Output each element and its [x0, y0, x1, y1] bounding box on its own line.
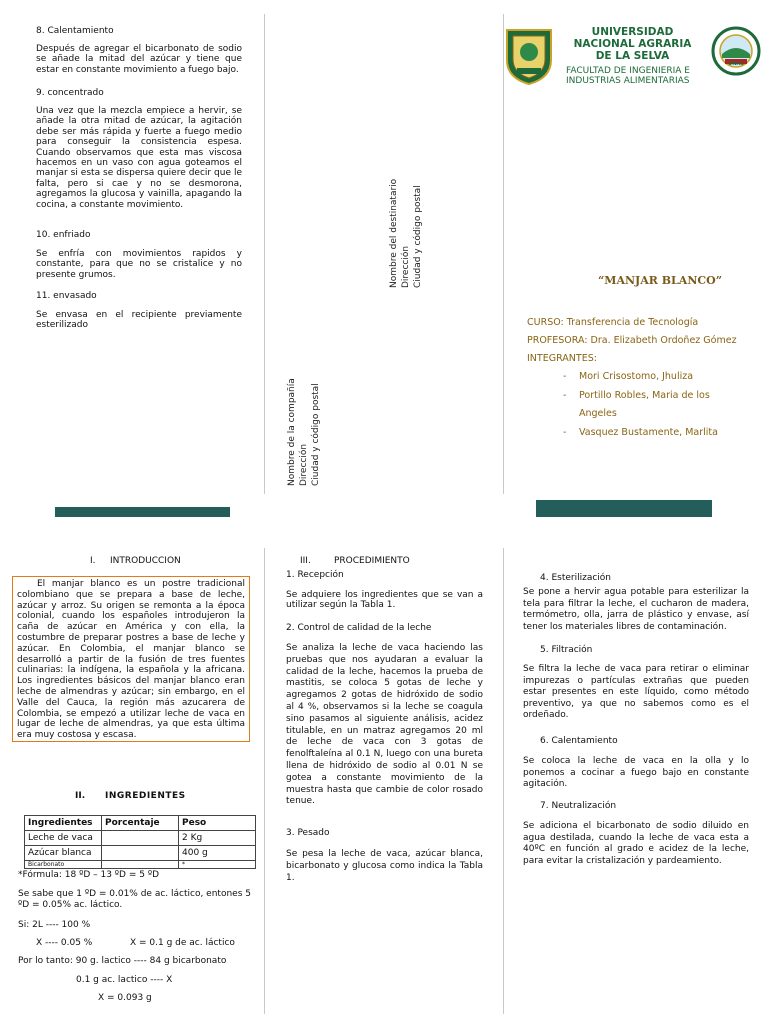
members-label: INTEGRANTES: — [527, 353, 597, 364]
unas-seal-text: UNAS — [728, 61, 744, 67]
accent-bar-right — [536, 500, 712, 517]
member-name: Vasquez Bustamente, Marlita — [579, 427, 718, 438]
university-name-2: NACIONAL AGRARIA — [573, 38, 692, 50]
table-cell: 400 g — [179, 846, 256, 861]
step7-text: Se adiciona el bicarbonato de sodio diluido en agua destilada, cuando la leche de vaca esta a 40ºC en función al grado e acidez de la leche, para evitar la cristalización y pardeamiento. — [523, 821, 749, 866]
university-name-1: UNIVERSIDAD — [591, 26, 674, 38]
table-cell: * — [179, 861, 256, 869]
table-cell: Bicarbonato — [25, 861, 102, 869]
table-cell: 2 Kg — [179, 831, 256, 846]
panel-divider — [503, 548, 504, 1014]
table-row — [25, 861, 256, 869]
intro-text: El manjar blanco es un postre tradicional colombiano que se prepara a base de leche, azúcar y arroz. Su origen se remonta a la época colonial, cuando los españoles introdujeron la caña de azúcar en América y con ella, la costumbre de preparar postres a base de leche y azúcar. En Colombia, el manjar blanco se desarrolló a partir de la fusión de tres fuentes culinarias: la indígena, la española y la africana. Los ingredientes básicos del manjar blanco eran leche de almendras y azúcar; sin embargo, en el Valle del Cauca, la región más azucarera de Colombia, se empezó a utilizar leche de vaca en lugar de leche de almendras, ya que esta última era muy costosa y escasa. — [17, 579, 245, 741]
recipient-city: Ciudad y código postal — [413, 185, 423, 288]
step4-text: Se pone a hervir agua potable para esterilizar la tela para filtrar la leche, el cucharon de madera, termómetro, olla, jarra de plástico y envase, así tener los materiales libres de contaminación. — [523, 587, 749, 632]
step11-heading: 11. envasado — [36, 291, 97, 301]
intro-heading: INTRODUCCION — [110, 556, 181, 566]
sender-address — [286, 378, 322, 486]
recipient-name: Nombre del destinatario — [389, 178, 399, 288]
step2-heading: 2. Control de calidad de la leche — [286, 623, 432, 633]
calc-line: Se sabe que 1 ºD = 0.01% de ac. láctico, entones 5 ºD = 0.05% ac. láctico. — [18, 889, 251, 910]
calc-line: X = 0.1 g de ac. láctico — [130, 938, 235, 948]
step10-heading: 10. enfriado — [36, 230, 91, 240]
table-cell — [102, 861, 179, 869]
ingredients-heading: INGREDIENTES — [105, 791, 186, 801]
step10-text: Se enfría con movimientos rapidos y constante, para que no se cristalice y no presente grumos. — [36, 249, 242, 280]
step6-text: Se coloca la leche de vaca en la olla y lo ponemos a cocinar a fuego bajo en constante agitación. — [523, 756, 749, 790]
member-name-continued: Angeles — [579, 408, 617, 419]
table-header-row — [25, 816, 256, 831]
member-bullet: - — [563, 390, 567, 401]
step7-heading: 7. Neutralización — [540, 801, 617, 811]
intro-box — [12, 576, 250, 742]
professor-line: PROFESORA: Dra. Elizabeth Ordoñez Gómez — [527, 335, 737, 346]
table-row — [25, 846, 256, 861]
sender-city: Ciudad y código postal — [311, 383, 321, 486]
recipient-street: Dirección — [401, 245, 411, 288]
step8-heading: 8. Calentamiento — [36, 26, 114, 36]
ingredients-table — [24, 815, 256, 869]
column-header: Porcentaje — [102, 816, 179, 831]
step4-heading: 4. Esterilización — [540, 573, 611, 583]
formula-line: *Fórmula: 18 ºD – 13 ºD = 5 ºD — [18, 870, 159, 880]
step3-text: Se pesa la leche de vaca, azúcar blanca, bicarbonato y glucosa como indica la Tabla 1. — [286, 849, 483, 883]
ingredients-heading-number: II. — [75, 791, 86, 801]
accent-bar-left — [55, 507, 230, 517]
procedure-heading: PROCEDIMIENTO — [334, 556, 410, 566]
step5-text: Se filtra la leche de vaca para retirar o eliminar impurezas o partículas extrañas que pueden estar presentes en este líquido, como método preventivo, ya que no sabemos como es el ordeñado. — [523, 664, 749, 721]
member-name: Mori Crisostomo, Jhuliza — [579, 371, 694, 382]
calc-line: X = 0.093 g — [98, 993, 152, 1003]
table-cell — [102, 846, 179, 861]
sender-street: Dirección — [299, 443, 309, 486]
table-cell — [102, 831, 179, 846]
unas-seal-logo — [711, 26, 761, 76]
column-header: Ingredientes — [25, 816, 102, 831]
step9-text: Una vez que la mezcla empiece a hervir, se añade la otra mitad de azúcar, la agitación debe ser más rápida y fuerte a fuego medio para conseguir la consistencia espesa. Cuando observamos que esta mas viscosa hacemos en un vaso con agua goteamos el manjar si esta se dispersa quiere decir que le falta, pero si cae y no se desmorona, agregamos la glucosa y vainilla, apagando la cocina, a constante movimiento. — [36, 106, 242, 210]
calc-line: Por lo tanto: 90 g. lactico ---- 84 g bicarbonato — [18, 956, 227, 966]
intro-heading-number: I. — [90, 556, 96, 566]
panel-divider — [264, 14, 265, 494]
university-crest-logo — [503, 26, 555, 86]
recipient-address — [388, 179, 424, 288]
course-line: CURSO: Transferencia de Tecnología — [527, 317, 699, 328]
step5-heading: 5. Filtración — [540, 645, 593, 655]
step11-text: Se envasa en el recipiente previamente esterilizado — [36, 310, 242, 331]
step1-text: Se adquiere los ingredientes que se van a utilizar según la Tabla 1. — [286, 590, 483, 611]
calc-line: Si: 2L ---- 100 % — [18, 920, 91, 930]
step6-heading: 6. Calentamiento — [540, 736, 618, 746]
member-bullet: - — [563, 427, 567, 438]
panel-divider — [264, 548, 265, 1014]
step3-heading: 3. Pesado — [286, 828, 330, 838]
calc-line: X ---- 0.05 % — [36, 938, 93, 948]
university-name-3: DE LA SELVA — [595, 50, 670, 62]
brochure-title: “MANJAR BLANCO” — [597, 274, 723, 287]
step8-text: Después de agregar el bicarbonato de sodio se añade la mitad del azúcar y tiene que estar en constante movimiento a fuego bajo. — [36, 44, 242, 75]
calc-line: 0.1 g ac. lactico ---- X — [76, 975, 173, 985]
step9-heading: 9. concentrado — [36, 88, 104, 98]
faculty-name-2: INDUSTRIAS ALIMENTARIAS — [566, 76, 690, 86]
table-cell: Leche de vaca — [25, 831, 102, 846]
column-header: Peso — [179, 816, 256, 831]
table-cell: Azúcar blanca — [25, 846, 102, 861]
table-row — [25, 831, 256, 846]
step1-heading: 1. Recepción — [286, 570, 344, 580]
sender-company: Nombre de la compañía — [287, 378, 297, 486]
faculty-name-1: FACULTAD DE INGENIERIA E — [566, 66, 690, 76]
member-bullet: - — [563, 371, 567, 382]
step2-text: Se analiza la leche de vaca haciendo las pruebas que nos ayudaran a evaluar la calidad de la leche, hacemos la prueba de mastitis, se coloca 5 gotas de leche y agregamos 2 gotas de hidróxido de sodio al 4 %, observamos si la leche se coagula sino pasamos al siguiente análisis, acidez titulable, en un matraz agregamos 20 ml de leche de vaca con 3 gotas de fenolftaleína al 0.1 N, luego con una bureta llena de hidróxido de sodio al 0.01 N se gotea a constante movimiento de la muestra hasta que cambie de color rosado tenue. — [286, 643, 483, 807]
procedure-heading-number: III. — [300, 556, 311, 566]
member-name: Portillo Robles, Maria de los — [579, 390, 710, 401]
